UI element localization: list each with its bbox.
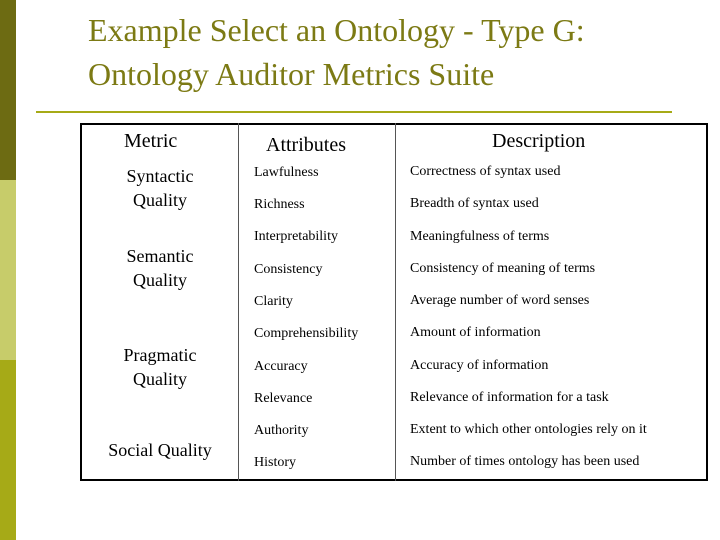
column-divider — [238, 123, 239, 481]
attribute-cell: Relevance — [254, 391, 313, 406]
attribute-cell: Comprehensibility — [254, 326, 359, 341]
header-metric: Metric — [124, 130, 178, 152]
attribute-cell: Interpretability — [254, 229, 338, 244]
attribute-cell: Consistency — [254, 262, 323, 277]
attribute-cell: History — [254, 455, 296, 470]
attribute-cell: Authority — [254, 423, 309, 438]
metric-social-quality: Social Quality — [108, 440, 212, 460]
header-attributes: Attributes — [266, 134, 346, 156]
description-cell: Number of times ontology has been used — [410, 454, 640, 469]
accent-block-light — [0, 180, 16, 360]
attribute-cell: Clarity — [254, 294, 293, 309]
title-underline — [36, 111, 672, 113]
column-divider — [395, 123, 396, 481]
description-cell: Consistency of meaning of terms — [410, 261, 596, 276]
metric-semantic-quality: Semantic Quality — [126, 246, 194, 290]
attribute-cell: Richness — [254, 197, 305, 212]
attribute-cell: Accuracy — [254, 359, 308, 374]
description-cell: Extent to which other ontologies rely on it — [410, 422, 647, 437]
metric-pragmatic-quality: Pragmatic Quality — [123, 345, 197, 389]
description-cell: Relevance of information for a task — [410, 390, 609, 405]
accent-block-dark — [0, 0, 16, 180]
description-cell: Amount of information — [410, 325, 541, 340]
description-cell: Breadth of syntax used — [410, 196, 539, 211]
description-cell: Accuracy of information — [410, 358, 549, 373]
description-cell: Correctness of syntax used — [410, 164, 561, 179]
slide-title: Example Select an Ontology - Type G: Ontology Auditor Metrics Suite — [88, 12, 585, 92]
left-accent-bar — [0, 0, 16, 540]
metric-syntactic-quality: Syntactic Quality — [126, 166, 194, 210]
description-cell: Average number of word senses — [410, 293, 590, 308]
header-description: Description — [492, 130, 586, 152]
attribute-cell: Lawfulness — [254, 165, 319, 180]
description-cell: Meaningfulness of terms — [410, 229, 550, 244]
accent-block-mid — [0, 360, 16, 540]
